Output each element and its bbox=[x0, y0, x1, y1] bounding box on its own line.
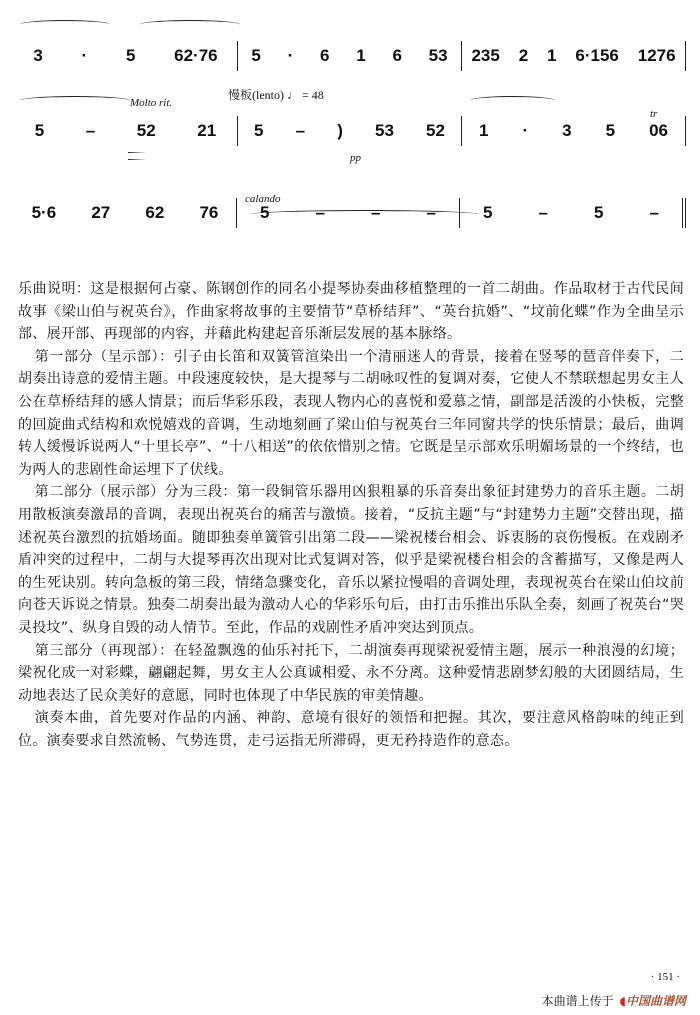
note: – bbox=[315, 203, 325, 222]
note: 62 bbox=[145, 203, 165, 222]
note: 06 bbox=[649, 121, 668, 140]
note: – bbox=[85, 121, 96, 140]
note: 52 bbox=[426, 121, 445, 140]
note: 3 bbox=[562, 121, 572, 140]
calando-marking: calando bbox=[245, 193, 281, 205]
footer bbox=[542, 992, 686, 1009]
measure bbox=[238, 41, 462, 71]
note: 5 bbox=[483, 203, 493, 222]
measure bbox=[462, 116, 686, 146]
note: 21 bbox=[197, 121, 217, 140]
measure bbox=[462, 41, 686, 71]
note: 3 bbox=[33, 46, 43, 65]
music-description bbox=[18, 278, 684, 752]
note: – bbox=[295, 121, 306, 140]
tempo-marking: 慢板(lento) ♩ = 48 bbox=[228, 88, 324, 102]
page-number: · 151 · bbox=[650, 971, 680, 983]
note: 235 bbox=[471, 46, 500, 65]
note: 1 bbox=[479, 121, 489, 140]
note: – bbox=[426, 203, 436, 222]
note: 76 bbox=[199, 203, 219, 222]
note: 6·156 bbox=[575, 46, 619, 65]
note: 5 bbox=[251, 46, 261, 65]
trill-marking: tr bbox=[650, 108, 658, 120]
note: · bbox=[522, 121, 529, 140]
note: ) bbox=[337, 121, 343, 140]
footer-text: 本曲谱上传于 bbox=[541, 994, 614, 1008]
note: – bbox=[649, 203, 659, 222]
paragraph-part3: 第三部分（再现部）：在轻盈飘逸的仙乐衬托下，二胡演奏再现梁祝爱情主题，展示一种浪漫的幻境；梁祝化成一对彩蝶，翩翩起舞，男女主人公真诚相爱、永不分离。这种爱情悲剧梦幻般的大团圆结局，生动地表达了民众美好的意愿，同时也体现了中华民族的审美情趣。 bbox=[18, 642, 684, 704]
note: 27 bbox=[91, 203, 111, 222]
note: 1276 bbox=[637, 46, 676, 65]
note: 1 bbox=[356, 46, 366, 65]
slur bbox=[140, 20, 240, 29]
measure bbox=[14, 116, 238, 146]
note: · bbox=[287, 46, 294, 65]
note: 5 bbox=[594, 203, 604, 222]
slur bbox=[470, 96, 555, 105]
note: 1 bbox=[547, 46, 557, 65]
note: 5 bbox=[34, 121, 45, 140]
site-logo: ◖中国曲谱网 bbox=[619, 994, 686, 1008]
slur bbox=[20, 96, 130, 105]
note: 5 bbox=[125, 46, 136, 65]
paragraph-part2: 第二部分（展示部）分为三段：第一段铜管乐器用凶狠粗暴的乐音奏出象征封建势力的音乐主题。二胡用散板演奏激昂的音调，表现出祝英台的痛苦与激愤。接着，“反抗主题”与“封建势力主题”交替出现，描述祝英台激烈的抗婚场面。随即独奏单簧管引出第二段——梁祝楼台相会、诉衷肠的哀伤慢板。在戏剧矛盾冲突的过程中，二胡与大提琴再次出现对比式复调对答，似乎是梁祝楼台相会的含蓄描写，又像是两人的生死诀别。转向急板的第三段，情绪急骤变化，音乐以紧拉慢唱的音调处理，表现祝英台在梁山伯坟前向苍天诉说之情景。独奏二胡奏出最为激动人心的华彩乐句后，由打击乐推出乐队全奏，刻画了祝英台“哭灵投坟”、纵身自毁的动人情节。至此，作品的戏剧性矛盾冲突达到顶点。 bbox=[18, 484, 684, 636]
note: – bbox=[538, 203, 548, 222]
staff-line-1 bbox=[14, 36, 686, 76]
measure bbox=[238, 116, 462, 146]
note: 52 bbox=[136, 121, 156, 140]
note: – bbox=[371, 203, 381, 222]
measure bbox=[14, 41, 238, 71]
staff-line-2 bbox=[14, 111, 686, 151]
note: 5 bbox=[605, 121, 616, 140]
paragraph-intro: 乐曲说明：这是根据何占豪、陈钢创作的同名小提琴协奏曲移植整理的一首二胡曲。作品取材于古代民间故事《梁山伯与祝英台》，作曲家将故事的主要情节“草桥结拜”、“英台抗婚”、“坟前化蝶”作为全曲呈示部、展开部、再现部的内容，并藉此构建起音乐渐层发展的基本脉络。 bbox=[18, 281, 684, 343]
note: 53 bbox=[428, 46, 448, 65]
note: 5 bbox=[254, 121, 264, 140]
note: 5 bbox=[260, 203, 270, 222]
note: · bbox=[81, 46, 88, 65]
note: 53 bbox=[374, 121, 394, 140]
measure bbox=[14, 198, 237, 228]
note: 5·6 bbox=[31, 203, 57, 222]
pp-dynamic: pp bbox=[350, 152, 361, 164]
note: 2 bbox=[518, 46, 529, 65]
paragraph-performance: 演奏本曲，首先要对作品的内涵、神韵、意境有很好的领悟和把握。其次，要注意风格韵味的纯正到位。演奏要求自然流畅、气势连贯，走弓运指无所滞碍，更无矜持造作的意态。 bbox=[18, 710, 684, 749]
molto-rit-marking: Molto rit. bbox=[130, 97, 173, 109]
paragraph-part1: 第一部分（呈示部）：引子由长笛和双簧管渲染出一个清丽迷人的背景，接着在竖琴的琶音伴奏下，二胡奏出诗意的爱情主题。中段速度较快，是大提琴与二胡咏叹性的复调对奏，它使人不禁联想起男女主人公在草桥结拜的感人情景；而后华彩乐段，表现人物内心的喜悦和爱慕之情，副部是活泼的小快板，完整的回旋曲式结构和欢悦嬉戏的音调，生动地刻画了梁山伯与祝英台三年同窗共学的快乐情景；最后，曲调转人缓慢诉说两人“十里长亭”、“十八相送”的依依惜别之情。它既是呈示部欢乐明媚场景的一个终结，也为两人的悲剧性命运埋下了伏线。 bbox=[18, 348, 684, 478]
slur bbox=[250, 210, 480, 219]
decrescendo-hairpin bbox=[128, 152, 203, 160]
note: 6 bbox=[392, 46, 402, 65]
note: 6 bbox=[320, 46, 330, 65]
slur bbox=[20, 20, 110, 29]
measure bbox=[460, 198, 686, 228]
note: 62·76 bbox=[174, 46, 218, 65]
